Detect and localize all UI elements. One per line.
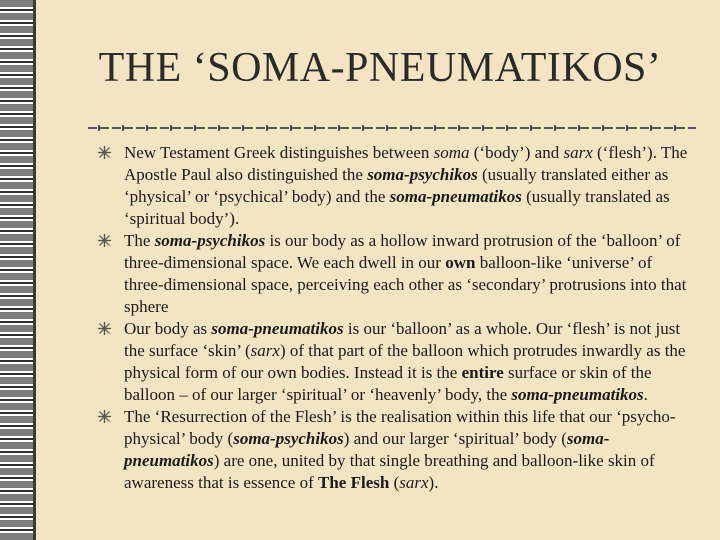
bullet-item xyxy=(96,142,696,230)
bullet-text-run: The xyxy=(124,231,155,250)
bullet-list xyxy=(96,142,696,494)
bullet-text-run: is our ‘balloon’ as a whole. Our ‘flesh’ is not just the surface ‘skin’ ( xyxy=(124,319,681,360)
snowflake-bullet-icon xyxy=(98,146,111,159)
bullet-text-run: Our body as xyxy=(124,319,212,338)
bullet-text-run: own xyxy=(445,253,476,272)
bullet-text-run: ) of that part of the balloon which protrudes inwardly as the physical form of our own bodies. Instead it is the xyxy=(124,341,686,382)
bullet-text-run: ). xyxy=(428,473,439,492)
title-divider xyxy=(88,122,696,134)
bullet-text-run: (‘flesh’). The Apostle Paul also distinguished the xyxy=(124,143,688,184)
bullet-text-run: entire xyxy=(461,363,504,382)
bullet-text-run: New Testament Greek distinguishes between xyxy=(124,143,434,162)
bullet-text-run: ( xyxy=(389,473,400,492)
bullet-text-run: (usually translated as ‘spiritual body’). xyxy=(124,187,670,228)
bullet-item xyxy=(96,406,696,494)
bullet-text-run: (usually translated either as ‘physical’ or ‘psychical’ body) and the xyxy=(124,165,669,206)
bullet-text-run: soma-psychikos xyxy=(154,231,266,250)
bullet-text-run: soma-psychikos xyxy=(367,165,478,184)
bullet-text-run: soma xyxy=(433,143,470,162)
bullet-text-run: soma-pneumatikos xyxy=(511,385,644,404)
bullet-text-run: is our body as a hollow inward protrusion of the ‘balloon’ of three-dimensional space. We each dwell in our xyxy=(124,231,681,272)
bullet-text-run: sarx xyxy=(250,341,280,360)
bullet-text-run: soma-pneumatikos xyxy=(211,319,344,338)
slide-title: THE ‘SOMA-PNEUMATIKOS’ xyxy=(98,45,662,91)
bullet-text-run: . xyxy=(643,385,648,404)
bullet-item xyxy=(96,230,696,318)
bullet-text-run: sarx xyxy=(563,143,593,162)
bullet-text-run: soma-pneumatikos xyxy=(389,187,522,206)
bullet-text-run: The Flesh xyxy=(318,473,390,492)
bullet-text-run: ) and our larger ‘spiritual’ body ( xyxy=(343,429,567,448)
bullet-text-run: The ‘Resurrection of the Flesh’ is the realisation within this life that our ‘psycho-physical’ body ( xyxy=(124,407,676,448)
bullet-text-run: soma-psychikos xyxy=(233,429,344,448)
snowflake-bullet-icon xyxy=(98,410,111,423)
bullet-text-run: soma-pneumatikos xyxy=(124,429,610,470)
bullet-text-run: (‘body’) and xyxy=(469,143,564,162)
snowflake-bullet-icon xyxy=(98,322,111,335)
snowflake-bullet-icon xyxy=(98,234,111,247)
bullet-item xyxy=(96,318,696,406)
left-decorative-border xyxy=(0,0,36,540)
bullet-text-run: ) are one, united by that single breathing and balloon-like skin of awareness that is essence of xyxy=(124,451,655,492)
bullet-text-run: sarx xyxy=(399,473,429,492)
bullet-text-run: balloon-like ‘universe’ of three-dimensional space, perceiving each other as ‘secondary’ protrusions into that sphere xyxy=(124,253,687,316)
bullet-text-run: surface or skin of the balloon – of our larger ‘spiritual’ or ‘heavenly’ body, the xyxy=(124,363,652,404)
